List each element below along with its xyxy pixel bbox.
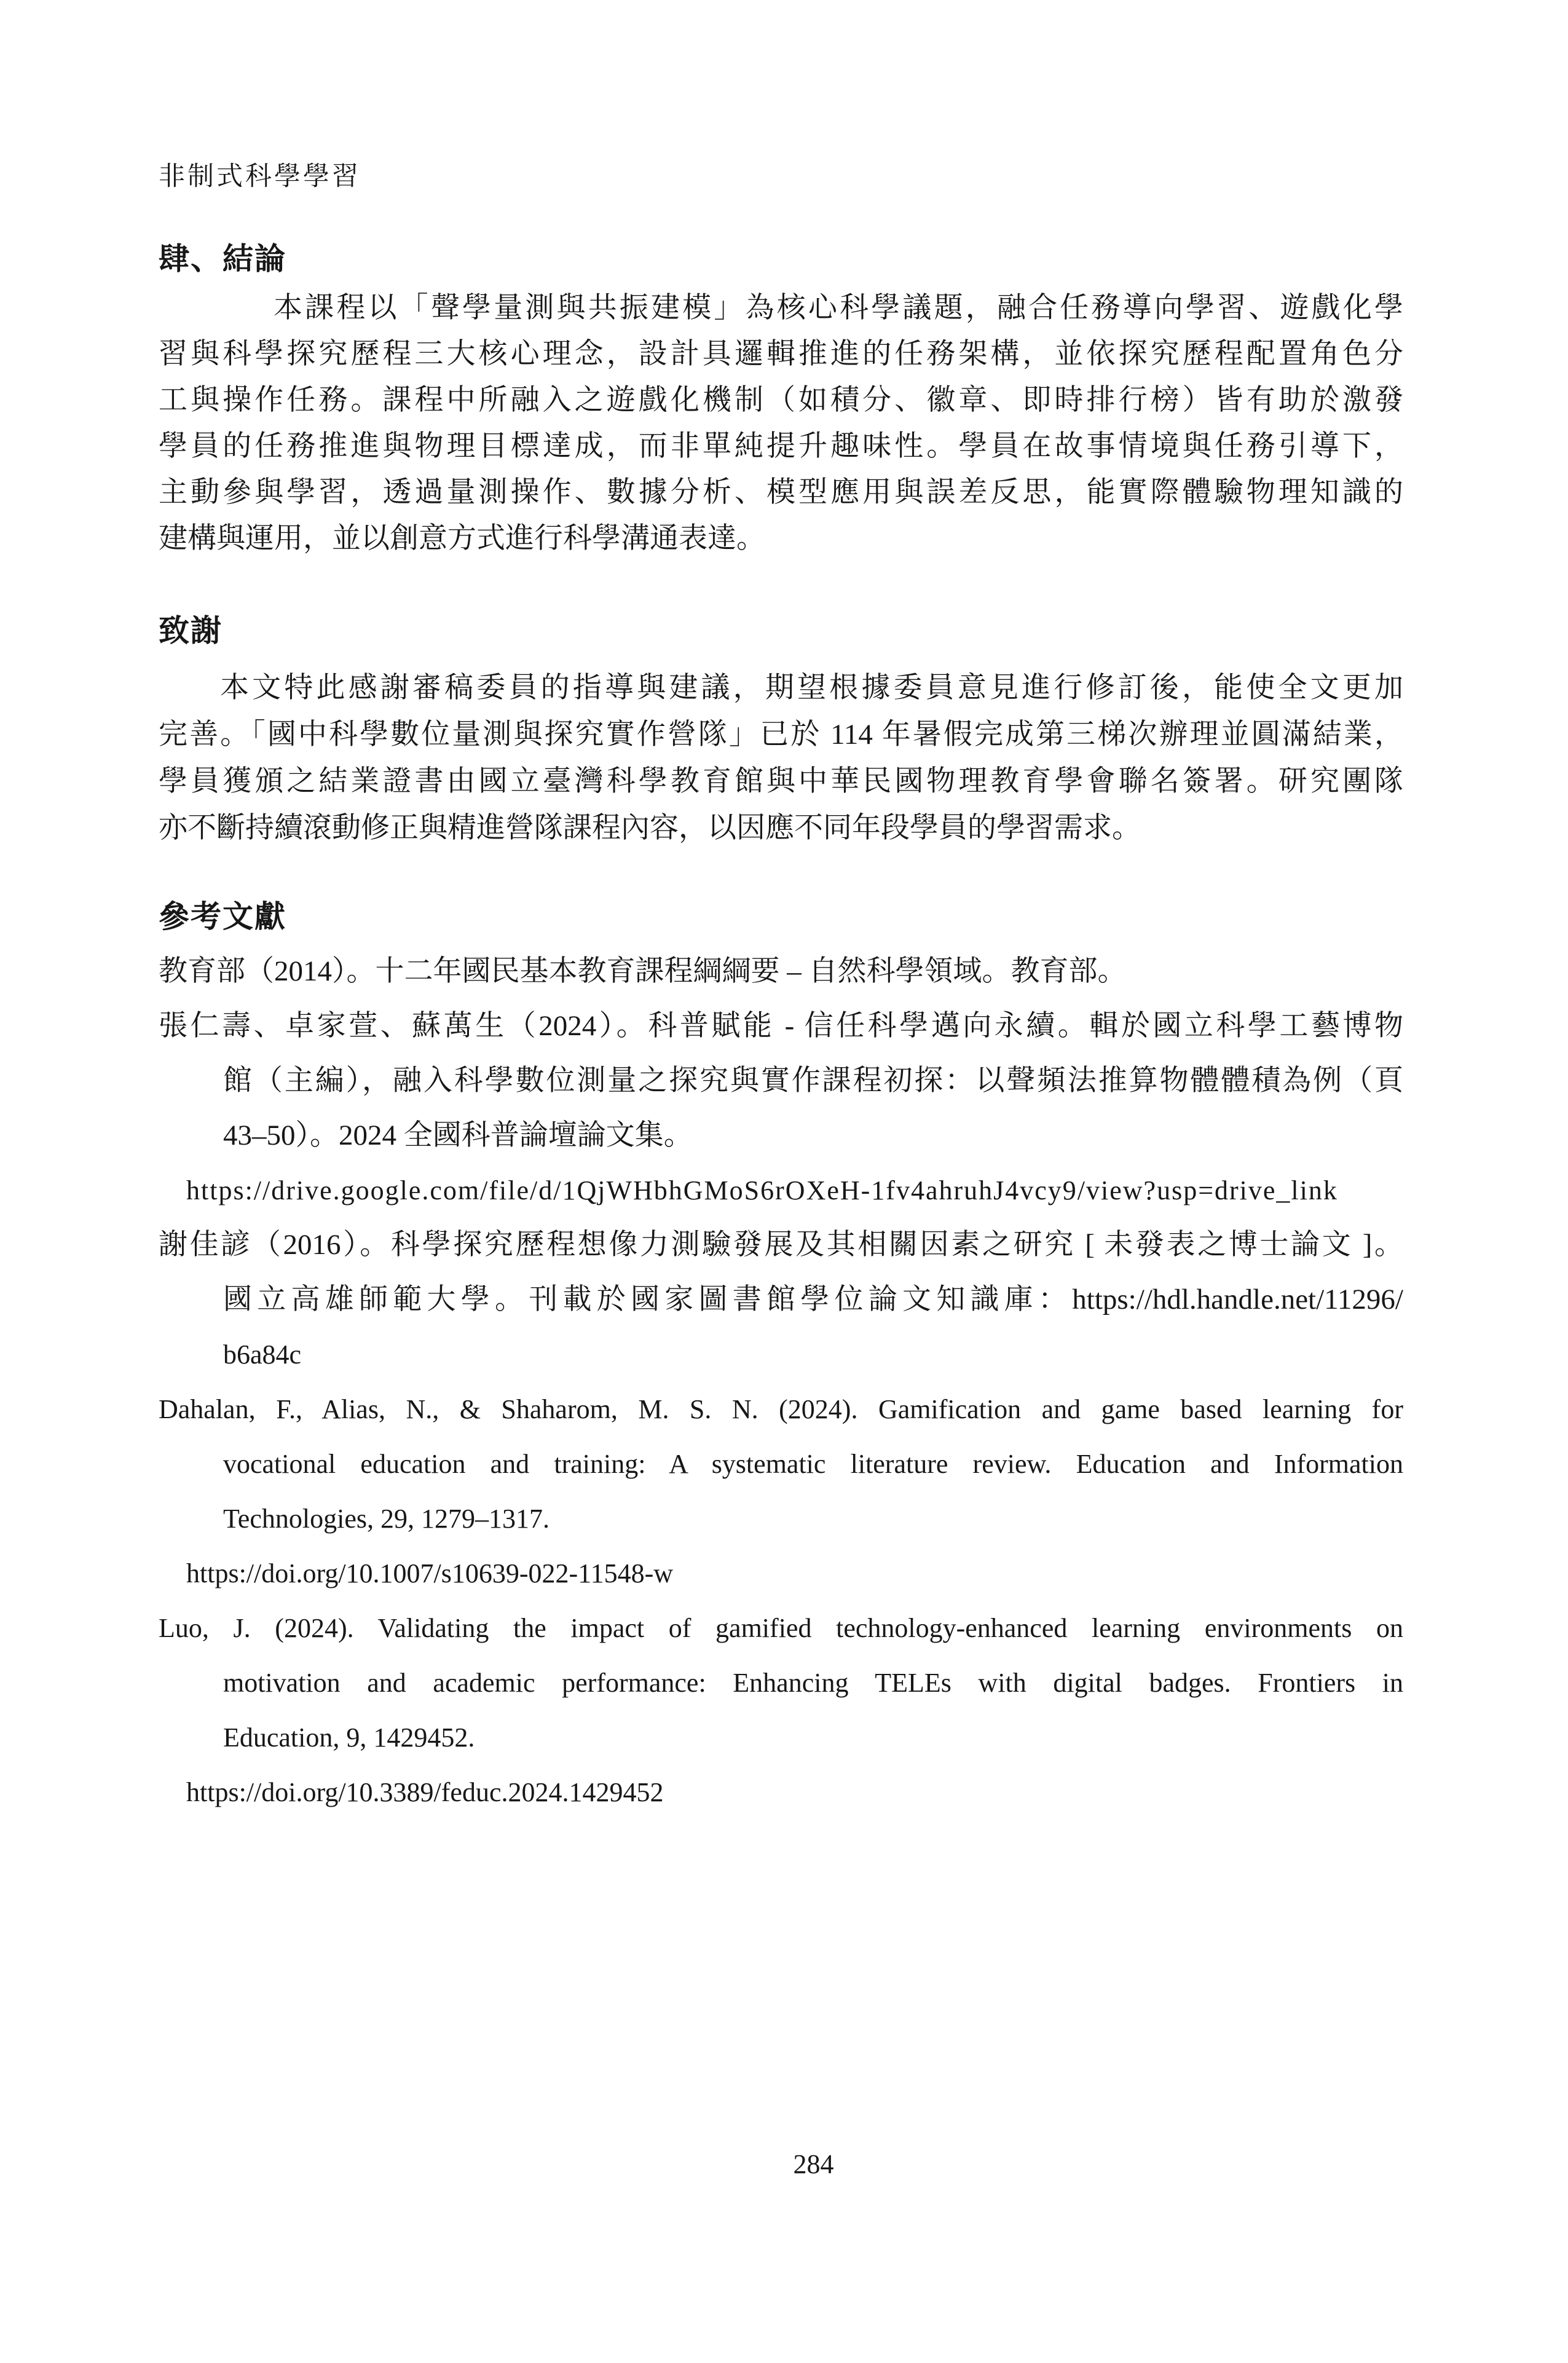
references-list bbox=[159, 944, 1403, 1820]
text-line: 習與科學探究歷程三大核心理念，設計具邏輯推進的任務架構，並依探究歷程配置角色分 bbox=[159, 338, 1403, 370]
text-line: 本課程以「聲學量測與共振建模」為核心科學議題，融合任務導向學習、遊戲化學 bbox=[274, 292, 1403, 324]
text-line: motivation and academic performance: Enhancing TELEs with digital badges. Frontiers in bbox=[223, 1668, 1403, 1698]
text-line: 教育部（2014）。十二年國民基本教育課程綱綱要 – 自然科學領域。教育部。 bbox=[159, 955, 1127, 987]
text-line: https://doi.org/10.3389/feduc.2024.1429452 bbox=[186, 1777, 664, 1807]
text-line: 完善。「國中科學數位量測與探究實作營隊」已於 114 年暑假完成第三梯次辦理並圓滿結業， bbox=[159, 719, 1403, 751]
text-line: 工與操作任務。課程中所融入之遊戲化機制（如積分、徽章、即時排行榜）皆有助於激發 bbox=[159, 384, 1403, 416]
reference-entry bbox=[159, 1765, 1403, 1820]
text-line: Technologies, 29, 1279–1317. bbox=[223, 1504, 550, 1534]
conclusion-heading: 肆、結論 bbox=[159, 242, 286, 276]
reference-entry bbox=[159, 944, 1403, 999]
text-line: Luo, J. (2024). Validating the impact of gamified technology-enhanced learning environments on bbox=[159, 1613, 1403, 1643]
text-line: 謝佳諺（2016）。科學探究歷程想像力測驗發展及其相關因素之研究 [ 未發表之博士論文 ]。 bbox=[159, 1229, 1403, 1261]
reference-entry bbox=[159, 1218, 1403, 1382]
text-line: vocational education and training: A systematic literature review. Education and Information bbox=[223, 1449, 1403, 1479]
text-line: 本文特此感謝審稿委員的指導與建議，期望根據委員意見進行修訂後，能使全文更加 bbox=[220, 672, 1403, 704]
text-line: 亦不斷持續滾動修正與精進營隊課程內容，以因應不同年段學員的學習需求。 bbox=[159, 812, 1141, 844]
page-number: 284 bbox=[793, 2149, 834, 2179]
text-line: 張仁壽、卓家萱、蘇萬生（2024）。科普賦能 - 信任科學邁向永續。輯於國立科學工藝博物 bbox=[159, 1010, 1403, 1042]
acknowledgments-heading: 致謝 bbox=[159, 613, 223, 648]
text-line: 主動參與學習，透過量測操作、數據分析、模型應用與誤差反思，能實際體驗物理知識的 bbox=[159, 476, 1403, 508]
reference-entry bbox=[159, 999, 1403, 1163]
text-line: 學員獲頒之結業證書由國立臺灣科學教育館與中華民國物理教育學會聯名簽署。研究團隊 bbox=[159, 765, 1403, 797]
text-line: 建構與運用，並以創意方式進行科學溝通表達。 bbox=[159, 523, 765, 554]
reference-entry bbox=[159, 1546, 1403, 1601]
text-line: https://doi.org/10.1007/s10639-022-11548-w bbox=[186, 1558, 673, 1588]
reference-entry bbox=[159, 1382, 1403, 1546]
text-line: https://drive.google.com/file/d/1QjWHbhGMoS6rOXeH-1fv4ahruhJ4vcy9/view?usp=drive_link bbox=[186, 1175, 1338, 1205]
text-line: 43–50）。2024 全國科普論壇論文集。 bbox=[223, 1119, 693, 1151]
text-line: 館（主編），融入科學數位測量之探究與實作課程初探：以聲頻法推算物體體積為例（頁 bbox=[223, 1065, 1403, 1097]
document-page bbox=[0, 164, 1568, 2363]
text-line: 國立高雄師範大學。刊載於國家圖書館學位論文知識庫：https://hdl.handle.net/11296/ bbox=[223, 1284, 1403, 1316]
references-heading: 參考文獻 bbox=[159, 899, 286, 934]
reference-entry bbox=[159, 1163, 1403, 1218]
running-head: 非制式科學學習 bbox=[159, 162, 361, 191]
text-line: Education, 9, 1429452. bbox=[223, 1722, 475, 1753]
text-line: b6a84c bbox=[223, 1339, 302, 1370]
text-line: 學員的任務推進與物理目標達成，而非單純提升趣味性。學員在故事情境與任務引導下， bbox=[159, 430, 1403, 462]
text-line: Dahalan, F., Alias, N., & Shaharom, M. S. N. (2024). Gamification and game based learning for bbox=[159, 1394, 1403, 1424]
acknowledgments-paragraph bbox=[159, 665, 1403, 851]
reference-entry bbox=[159, 1601, 1403, 1765]
conclusion-paragraph bbox=[159, 285, 1403, 562]
